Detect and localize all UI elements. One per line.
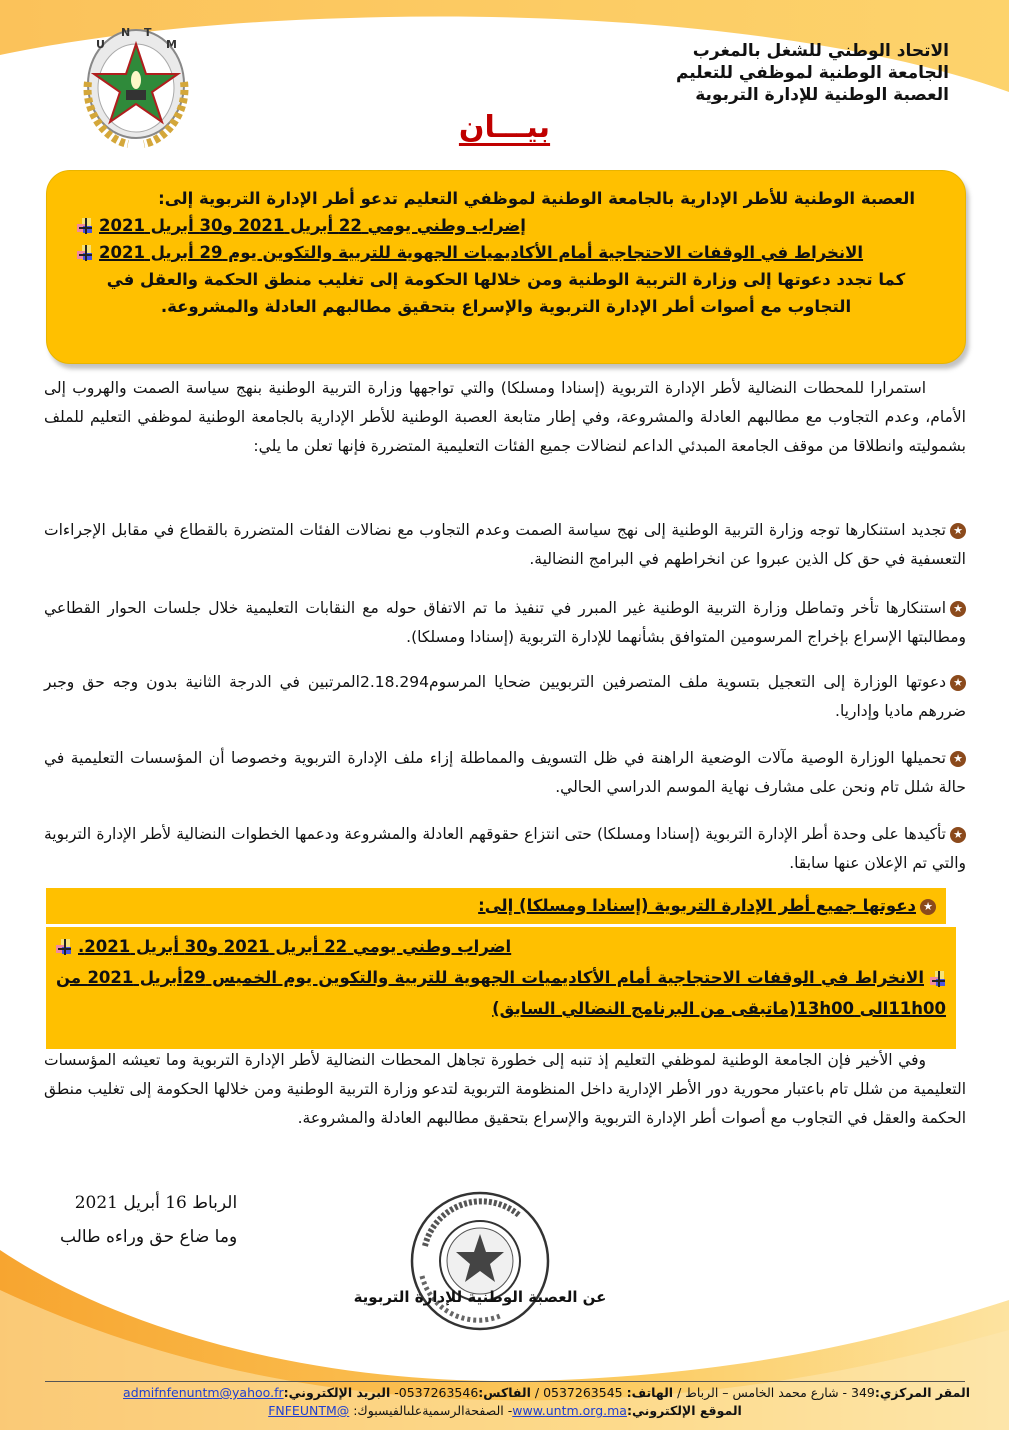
closing-block bbox=[60, 1186, 237, 1254]
flag-bullet-icon bbox=[77, 218, 93, 234]
bullet-text: تحميلها الوزارة الوصية مآلات الوضعية الراهنة في ظل التسويف والمماطلة إزاء ملف الإدارة التربوية وخصوصا أن المؤسسات التعليمية في حالة شلل تام ونحن على مشارف نهاية الموسم الدراسي الحالي. bbox=[44, 749, 966, 796]
star-bullet-icon: ★ bbox=[950, 601, 966, 617]
call-band-item-text: الانخراط في الوقفات الاحتجاجية أمام الأكاديميات الجهوية للتربية والتكوين يوم الخميس 29أبريل 2021 من 11h00الى 13h00(ماتبقى من البرنامج النضالي السابق) bbox=[56, 968, 946, 1018]
call-box-item bbox=[77, 239, 935, 266]
hq-address: 349 - شارع محمد الخامس – الرباط / bbox=[673, 1385, 875, 1400]
call-box-paragraph-line: التجاوب مع أصوات أطر الإدارة التربوية والإسراع بتحقيق مطالبهم العادلة والمشروعة. bbox=[160, 297, 852, 316]
flag-bullet-icon bbox=[56, 939, 72, 955]
footer-web-line bbox=[40, 1402, 970, 1420]
call-band-item-text: اضراب وطني يومي 22 أبريل 2021 و30 أبريل 2021. bbox=[78, 937, 512, 956]
logo-letter-u: U bbox=[96, 38, 105, 51]
statement-bullet bbox=[44, 516, 966, 574]
fax-label: الفاكس: bbox=[478, 1385, 531, 1400]
official-stamp bbox=[400, 1186, 560, 1336]
statement-bullet bbox=[44, 668, 966, 726]
star-bullet-icon: ★ bbox=[950, 523, 966, 539]
hq-label: المقر المركزي: bbox=[874, 1385, 970, 1400]
call-box-item bbox=[77, 212, 935, 239]
call-box-paragraph-line: كما تجدد دعوتها إلى وزارة التربية الوطنية ومن خلالها الحكومة إلى تغليب منطق الحكمة والعقل في bbox=[106, 270, 906, 289]
phone-label: الهاتف: bbox=[626, 1385, 674, 1400]
conclusion-paragraph bbox=[44, 1046, 966, 1133]
closing-motto: وما ضاع حق وراءه طالب bbox=[60, 1227, 238, 1247]
star-bullet-icon: ★ bbox=[950, 675, 966, 691]
call-box-paragraph bbox=[77, 266, 935, 320]
phone-number: 0537263545 / bbox=[530, 1385, 627, 1400]
email-link[interactable]: admifnfenuntm@yahoo.fr bbox=[123, 1385, 284, 1400]
document-title bbox=[0, 110, 1009, 145]
call-box-item-text: إضراب وطني يومي 22 أبريل 2021 و30 أبريل 2021 bbox=[99, 216, 526, 235]
call-band-heading-text: دعوتها جميع أطر الإدارة التربوية (إسنادا ومسلكا) إلى: bbox=[478, 896, 916, 915]
org-line-union: الاتحاد الوطني للشغل بالمغرب bbox=[692, 41, 949, 61]
fax-number: 0537263546- bbox=[390, 1385, 479, 1400]
facebook-label: - الصفحةالرسميةعلىالفيسبوك: bbox=[349, 1403, 513, 1418]
website-label: الموقع الإلكتروني: bbox=[626, 1403, 742, 1418]
call-box-item-text: الانخراط في الوقفات الاحتجاجية أمام الأكاديميات الجهوية للتربية والتكوين يوم 29 أبريل 2021 bbox=[99, 243, 864, 262]
email-label: البريد الإلكتروني: bbox=[283, 1385, 391, 1400]
star-bullet-icon: ★ bbox=[950, 751, 966, 767]
bullet-text: تجديد استنكارها توجه وزارة التربية الوطنية إلى نهج سياسة الصمت وعدم التجاوب مع نضالات الفئات المتضررة بالقطاع في مقابل الإجراءات التعسفية في حق كل الذين عبروا عن انخراطهم في البرامج النضالية. bbox=[44, 521, 966, 568]
call-band-heading bbox=[46, 888, 946, 924]
flag-bullet-icon bbox=[930, 971, 946, 987]
statement-bullet bbox=[44, 594, 966, 652]
call-band-items bbox=[46, 927, 956, 1049]
conclusion-text: وفي الأخير فإن الجامعة الوطنية لموظفي التعليم إذ تنبه إلى خطورة تجاهل المحطات النضالية لأطر الإدارة التربوية وما تعيشه المؤسسات التعليمية من شلل تام باعتبار محورية دور الأطر الإدارية داخل المنظومة التربوية لتدعو وزارة التربية الوطنية ومن خلالها الحكومة إلى تغليب منطق الحكمة والعقل في التجاوب مع أصوات أطر الإدارة التربوية والإسراع بتحقيق مطالبهم العادلة والمشروعة. bbox=[44, 1051, 966, 1127]
call-box-lead: العصبة الوطنية للأطر الإدارية بالجامعة الوطنية لموظفي التعليم تدعو أطر الإدارة التربوية إلى: bbox=[158, 189, 915, 208]
statement-bullet bbox=[44, 820, 966, 878]
footer-contact-line bbox=[40, 1384, 970, 1402]
title-text: بيـــان bbox=[458, 110, 551, 145]
logo-letter-t: T bbox=[144, 26, 152, 39]
footer-divider bbox=[45, 1381, 965, 1382]
bullet-text: تأكيدها على وحدة أطر الإدارة التربوية (إسنادا ومسلكا) حتى انتزاع حقوقهم العادلة والمشروعة ودعمها الخطوات النضالية لأطر الإدارة التربوية والتي تم الإعلان عنها سابقا. bbox=[44, 825, 966, 872]
facebook-link[interactable]: @FNFEUNTM bbox=[268, 1403, 350, 1418]
signature-line: عن العصبة الوطنية للإدارة التربوية bbox=[353, 1288, 607, 1306]
statement-bullet bbox=[44, 744, 966, 802]
flag-bullet-icon bbox=[77, 245, 93, 261]
call-band-item bbox=[56, 931, 946, 962]
star-bullet-icon: ★ bbox=[950, 827, 966, 843]
star-bullet-icon: ★ bbox=[920, 899, 936, 915]
bullet-text: دعوتها الوزارة إلى التعجيل بتسوية ملف المتصرفين التربويين ضحايا المرسوم2.18.294المرتبين في الدرجة الثانية بدون وجه حق وجبر ضررهم ماديا وإداريا. bbox=[44, 673, 966, 720]
intro-text: استمرارا للمحطات النضالية لأطر الإدارة التربوية (إسنادا ومسلكا) والتي تواجهها وزارة التربية الوطنية بنهج سياسة الصمت والهروب إلى الأمام، وعدم التجاوب مع مطالبهم العادلة والمشروعة، وفي إطار متابعة العصبة الوطنية للأطر الإدارية بالجامعة الوطنية لموظفي التعليم للملف بشموليته وانطلاقا من موقف الجامعة المبدئي الداعم لنضالات جميع الفئات التعليمية المتضررة فإنها تعلن ما يلي: bbox=[44, 379, 966, 455]
logo-letter-m: M bbox=[166, 38, 177, 51]
logo-letter-n: N bbox=[121, 26, 131, 39]
call-box bbox=[46, 170, 966, 364]
org-line-federation: الجامعة الوطنية لموظفي للتعليم bbox=[675, 63, 949, 83]
organization-header bbox=[609, 40, 949, 106]
closing-date: الرباط 16 أبريل 2021 bbox=[74, 1193, 238, 1213]
bullet-text: استنكارها تأخر وتماطل وزارة التربية الوطنية غير المبرر في تنفيذ ما تم الاتفاق حوله مع النقابات التعليمية خلال جلسات الحوار القطاعي ومطالبتها الإسراع بإخراج المرسومين المتوافق بشأنهما للإدارة التربوية (إسنادا ومسلكا). bbox=[44, 599, 966, 646]
call-band-item bbox=[56, 962, 946, 1024]
website-link[interactable]: www.untm.org.ma bbox=[512, 1403, 627, 1418]
org-line-league: العصبة الوطنية للإدارة التربوية bbox=[695, 85, 949, 105]
intro-paragraph bbox=[44, 374, 966, 461]
